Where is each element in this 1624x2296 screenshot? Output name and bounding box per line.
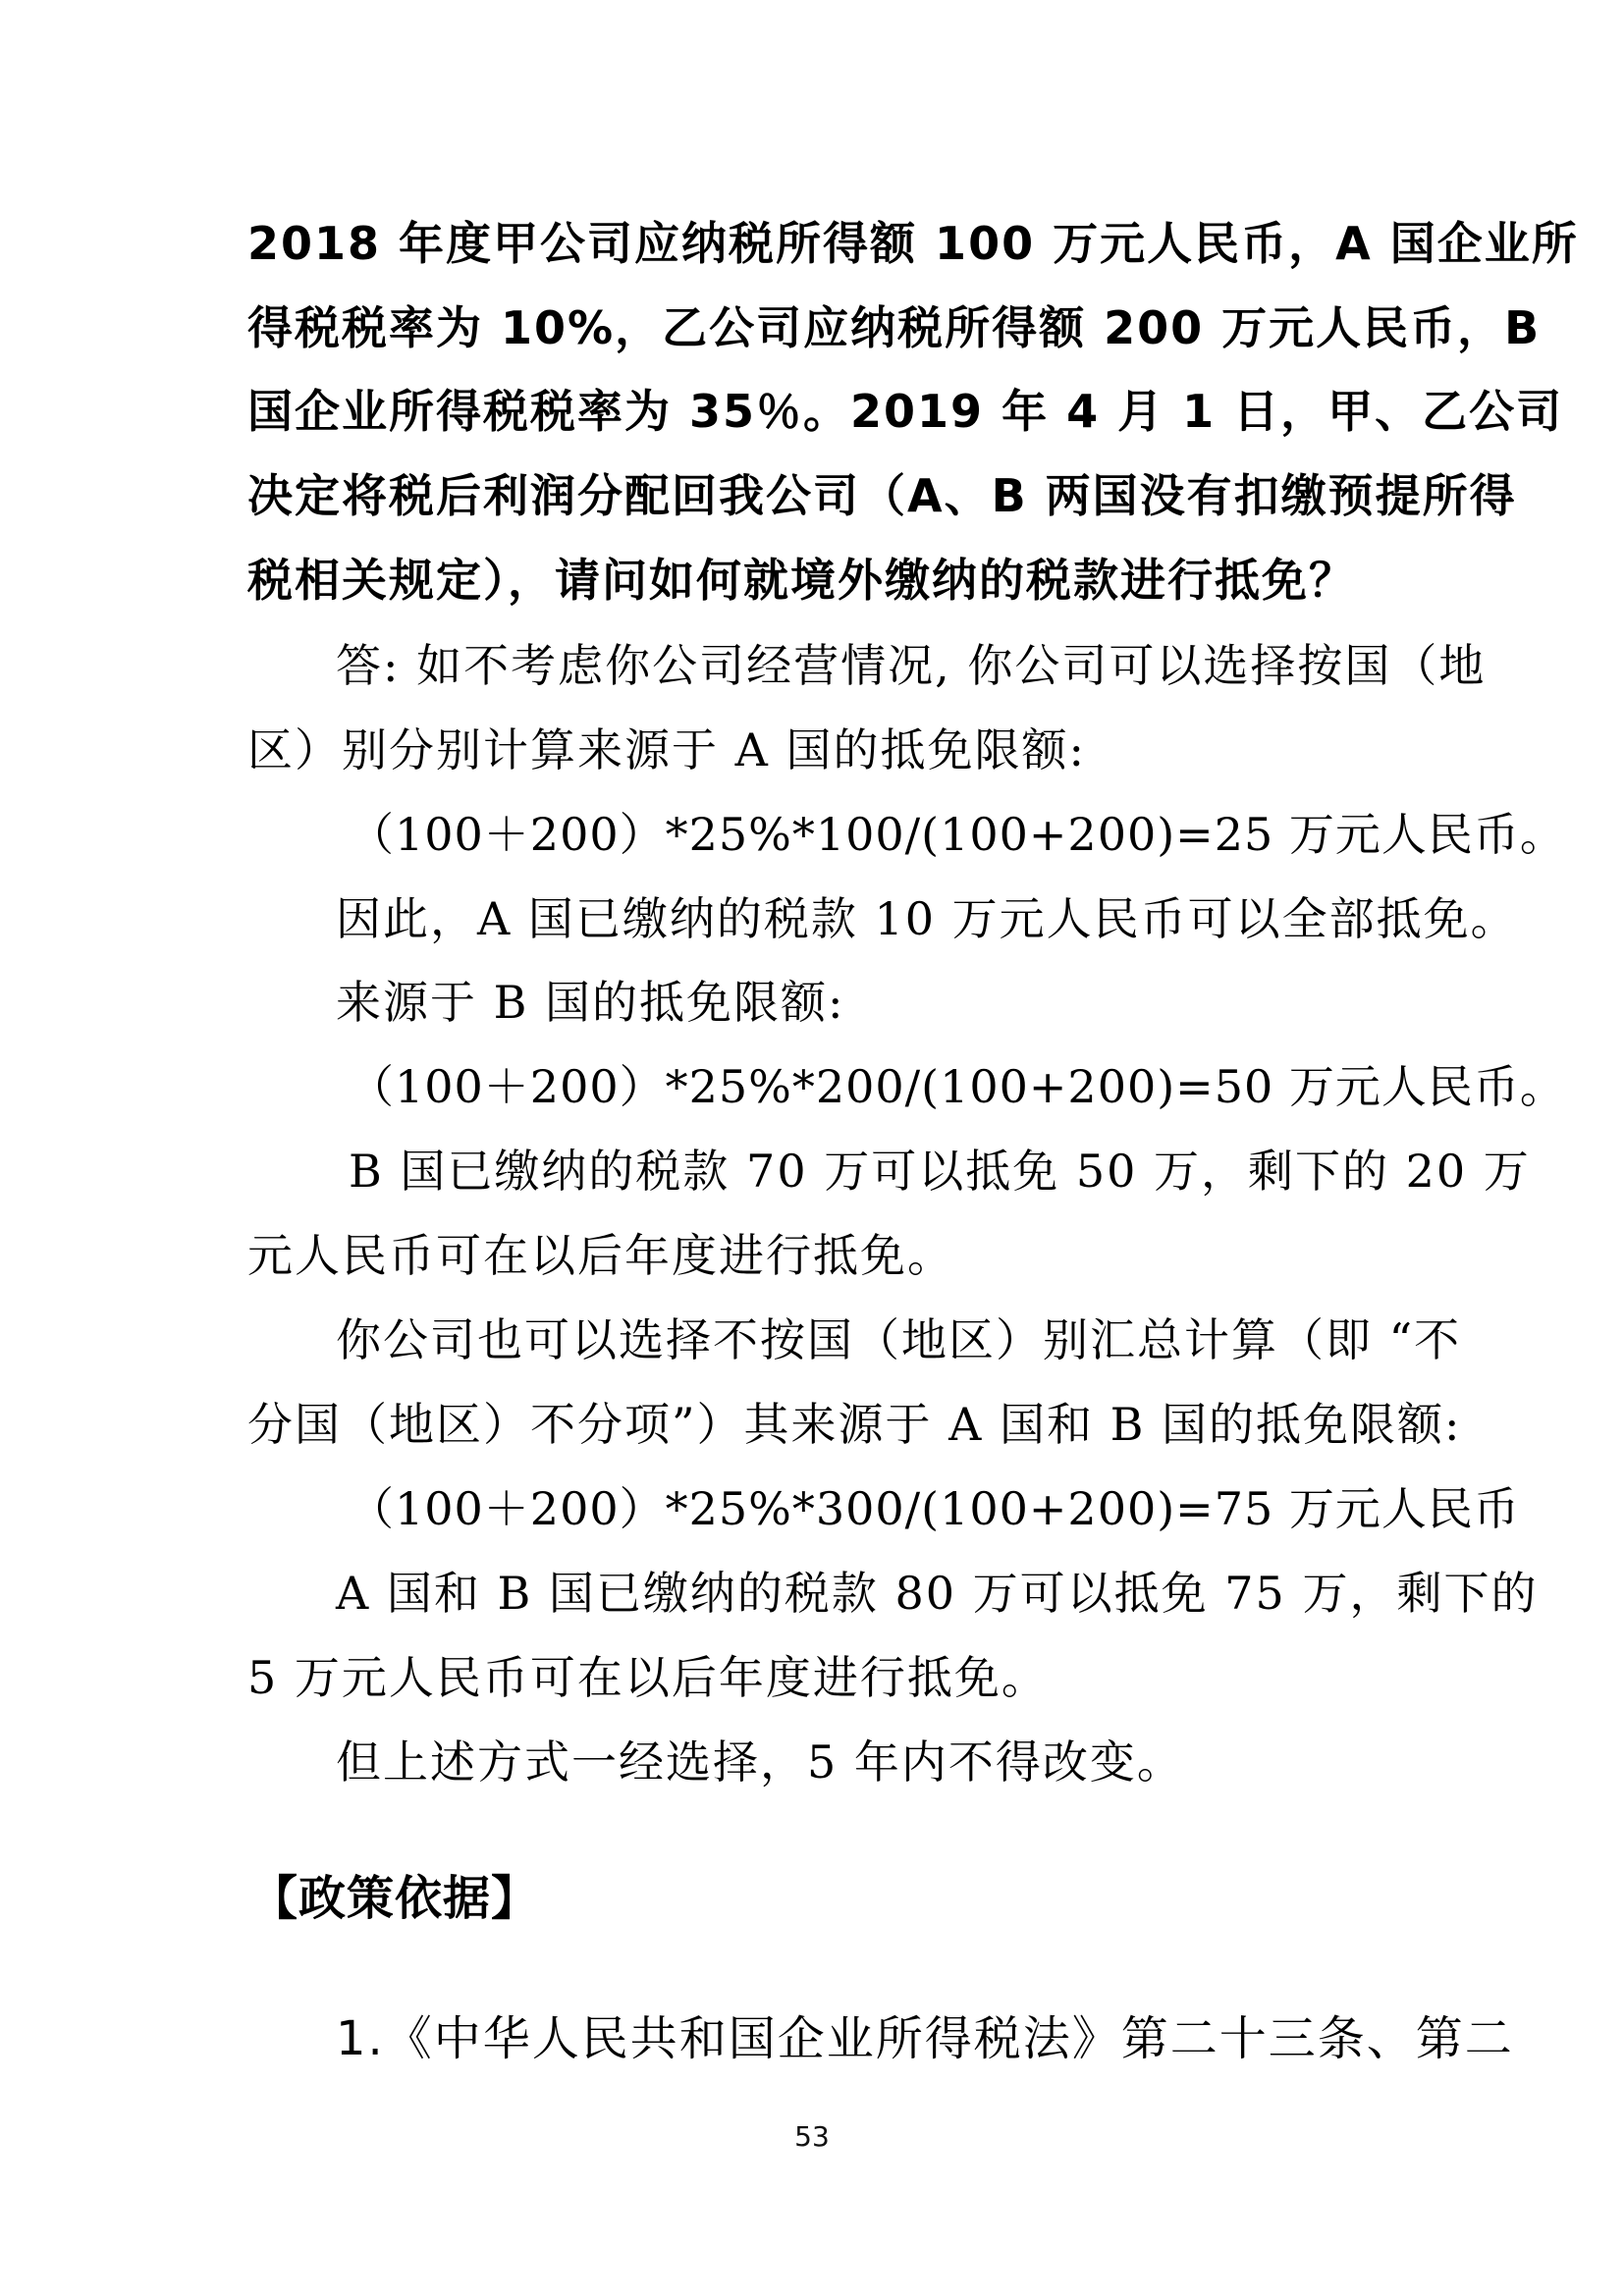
- alternative-line-2: 分国（地区）不分项”）其来源于 A 国和 B 国的抵免限额:: [247, 1398, 1462, 1451]
- conclusion-total-line-1: A 国和 B 国已缴纳的税款 80 万可以抵免 75 万，剩下的: [336, 1567, 1539, 1620]
- question-line-5: 税相关规定），请问如何就境外缴纳的税款进行抵免？: [247, 554, 1356, 607]
- selection-note: 但上述方式一经选择，5 年内不得改变。: [336, 1735, 1184, 1789]
- conclusion-a: 因此，A 国已缴纳的税款 10 万元人民币可以全部抵免。: [336, 892, 1518, 945]
- question-line-3: 国企业所得税税率为 35％。2019 年 4 月 1 日，甲、乙公司: [247, 385, 1564, 438]
- conclusion-b-line-1: B 国已缴纳的税款 70 万可以抵免 50 万，剩下的 20 万: [349, 1145, 1531, 1198]
- formula-total: （100＋200）*25%*300/(100+200)=75 万元人民币: [349, 1482, 1520, 1535]
- question-line-1: 2018 年度甲公司应纳税所得额 100 万元人民币，A 国企业所: [247, 217, 1579, 270]
- policy-item-1: 1.《中华人民共和国企业所得税法》第二十三条、第二: [336, 2011, 1514, 2066]
- page-number: 53: [794, 2120, 830, 2153]
- conclusion-total-line-2: 5 万元人民币可在以后年度进行抵免。: [247, 1651, 1049, 1704]
- alternative-line-1: 你公司也可以选择不按国（地区）别汇总计算（即 “不: [336, 1313, 1462, 1366]
- formula-b: （100＋200）*25%*200/(100+200)=50 万元人民币。: [349, 1060, 1566, 1113]
- source-b-label: 来源于 B 国的抵免限额:: [336, 976, 845, 1029]
- answer-intro-line-2: 区）别分别计算来源于 A 国的抵免限额:: [247, 723, 1086, 776]
- formula-a: （100＋200）*25%*100/(100+200)=25 万元人民币。: [349, 808, 1566, 861]
- question-line-2: 得税税率为 10%，乙公司应纳税所得额 200 万元人民币，B: [247, 301, 1542, 354]
- question-line-4: 决定将税后利润分配回我公司（A、B 两国没有扣缴预提所得: [247, 469, 1517, 522]
- answer-intro-line-1: 答: 如不考虑你公司经营情况, 你公司可以选择按国（地: [336, 639, 1487, 692]
- conclusion-b-line-2: 元人民币可在以后年度进行抵免。: [247, 1229, 954, 1282]
- policy-heading: 【政策依据】: [250, 1871, 540, 1926]
